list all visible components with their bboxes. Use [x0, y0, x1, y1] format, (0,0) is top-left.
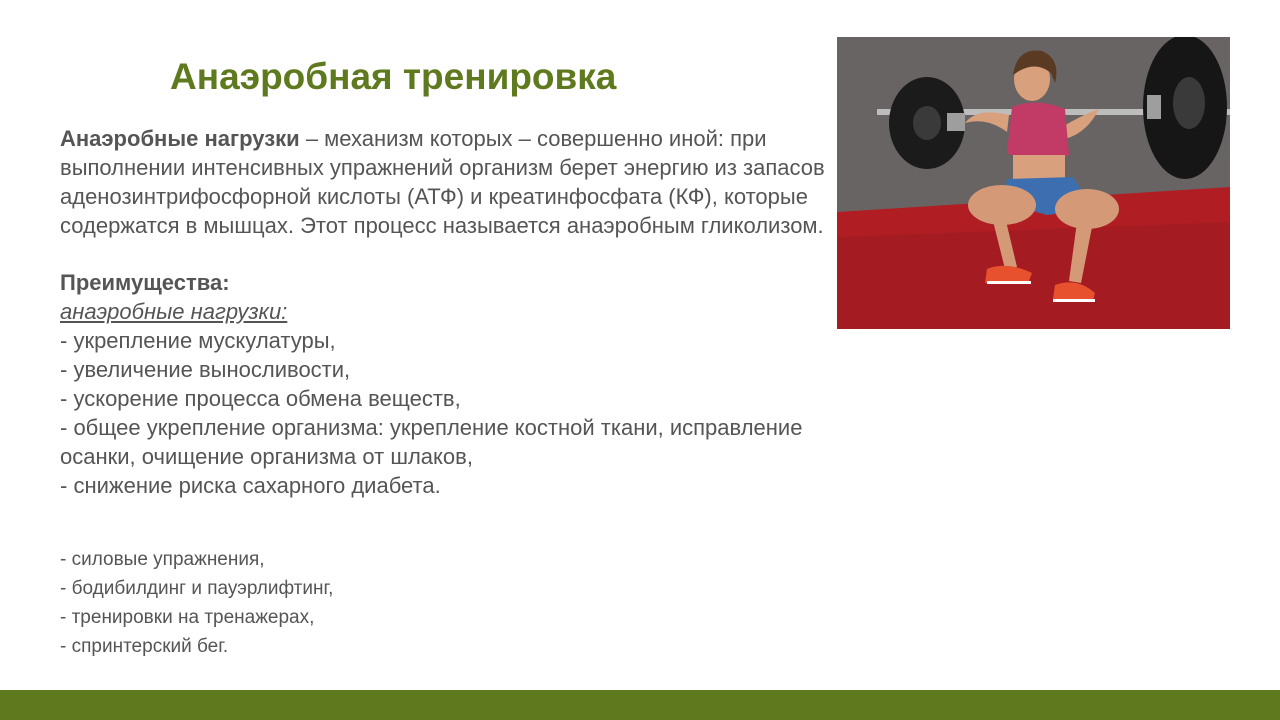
slide-title: Анаэробная тренировка: [170, 56, 617, 97]
advantage-item: - общее укрепление организма: укрепление костной ткани, исправление осанки, очищение организма от шлаков,: [60, 415, 803, 469]
slide-body: [60, 124, 830, 500]
intro-bold-term: Анаэробные нагрузки: [60, 126, 300, 151]
example-item: - спринтерский бег.: [60, 636, 229, 657]
advantages-heading: Преимущества:: [60, 270, 230, 295]
intro-text: – механизм которых – совершенно иной: при выполнении интенсивных упражнений организм берет энергию из запасов аденозинтрифосфорной кислоты (АТФ) и креатинфосфата (КФ), которые содержатся в мышцах. Этот процесс называется анаэробным гликолизом.: [60, 126, 825, 238]
squat-photo: [837, 37, 1230, 329]
examples-list: [60, 545, 333, 661]
footer-bar: [0, 690, 1280, 720]
advantage-item: - укрепление мускулатуры,: [60, 328, 336, 353]
example-item: - бодибилдинг и пауэрлифтинг,: [60, 578, 334, 599]
advantages-subheading: анаэробные нагрузки:: [60, 299, 288, 324]
example-item: - силовые упражнения,: [60, 549, 265, 570]
advantage-item: - ускорение процесса обмена веществ,: [60, 386, 461, 411]
advantage-item: - снижение риска сахарного диабета.: [60, 473, 441, 498]
example-item: - тренировки на тренажерах,: [60, 607, 315, 628]
advantage-item: - увеличение выносливости,: [60, 357, 351, 382]
intro-paragraph: [60, 124, 830, 240]
